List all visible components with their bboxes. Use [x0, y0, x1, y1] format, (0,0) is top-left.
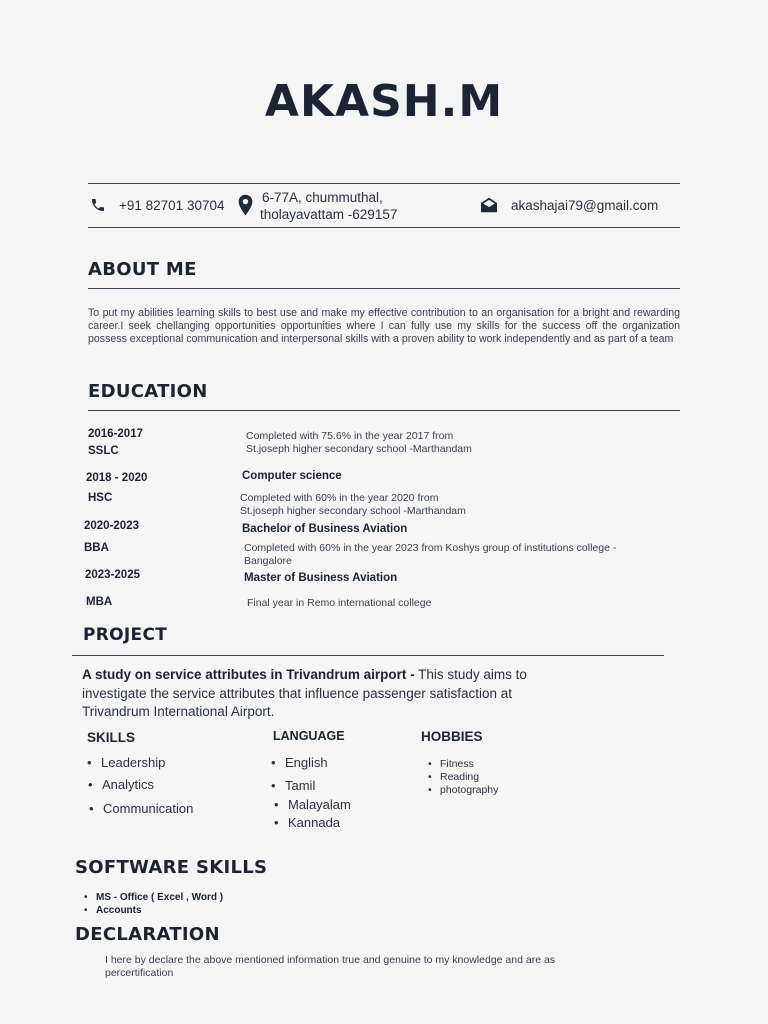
education-title: EDUCATION — [88, 381, 208, 402]
contact-address-line1: 6-77A, chummuthal, — [262, 190, 383, 205]
edu-level-1: SSLC — [88, 445, 119, 457]
location-pin-icon — [237, 194, 254, 216]
hobby-item: • photography — [440, 784, 498, 796]
edu-year-4: 2023-2025 — [85, 569, 140, 581]
edu-level-2: HSC — [88, 492, 113, 504]
edu-level-3: BBA — [84, 542, 109, 554]
skills-title: SKILLS — [87, 730, 136, 745]
edu-course-4: Master of Business Aviation — [244, 572, 398, 584]
language-item: • English — [285, 755, 328, 770]
edu-desc-2b: St.joseph higher secondary school -Marthandam — [240, 505, 466, 517]
contact-top-divider — [88, 183, 680, 184]
edu-course-2: Computer science — [242, 470, 342, 482]
edu-year-3: 2020-2023 — [84, 520, 139, 532]
project-description: This study aims to investigate the service attributes that influence passenger satisfaction at Trivandrum International Airport. — [82, 667, 527, 719]
project-divider — [72, 655, 664, 656]
edu-desc-3b: Bangalore — [244, 555, 292, 567]
contact-bottom-divider — [88, 227, 680, 228]
about-title: ABOUT ME — [88, 259, 197, 280]
edu-course-3: Bachelor of Business Aviation — [242, 523, 408, 535]
edu-year-2: 2018 - 2020 — [86, 472, 148, 484]
project-text — [82, 666, 572, 722]
contact-email: akashajai79@gmail.com — [511, 198, 659, 213]
project-title: PROJECT — [83, 625, 168, 645]
software-item: • MS - Office ( Excel , Word ) — [96, 892, 223, 903]
phone-icon — [90, 197, 106, 213]
software-skills-title: SOFTWARE SKILLS — [75, 857, 268, 878]
contact-address-line2: tholayavattam -629157 — [260, 207, 398, 222]
about-divider — [88, 288, 680, 289]
hobby-item: • Reading — [440, 771, 479, 783]
hobby-item: • Fitness — [440, 758, 474, 770]
about-text: To put my abilities learning skills to best use and make my effective contribution to an organisation for a bright and rewarding career.I seek chellanging opportunities opportunities where I can fully use my skills for the success off the organization possess exceptional communication and interpersonal skills with a proven ability to work independently and as part of a team — [88, 307, 680, 345]
declaration-title: DECLARATION — [75, 924, 220, 945]
edu-year-1: 2016-2017 — [88, 428, 143, 440]
declaration-text: I here by declare the above mentioned information true and genuine to my knowledge and are as percertification — [105, 954, 556, 979]
envelope-icon — [480, 197, 498, 213]
skill-item: • Communication — [103, 801, 193, 816]
edu-desc-1a: Completed with 75.6% in the year 2017 from — [246, 430, 454, 442]
edu-level-4: MBA — [86, 596, 113, 608]
language-title: LANGUAGE — [273, 729, 345, 743]
resume-name: AKASH.M — [264, 76, 504, 127]
skill-item: • Leadership — [101, 755, 165, 770]
language-item: • Tamil — [285, 778, 315, 793]
education-divider — [88, 410, 680, 411]
project-name: A study on service attributes in Trivandrum airport - — [82, 667, 415, 682]
software-item: • Accounts — [96, 905, 142, 916]
edu-desc-4a: Final year in Remo international college — [247, 597, 432, 609]
language-item: • Kannada — [288, 815, 340, 830]
hobbies-title: HOBBIES — [421, 729, 483, 744]
edu-desc-2a: Completed with 60% in the year 2020 from — [240, 492, 439, 504]
contact-phone: +91 82701 30704 — [119, 198, 225, 213]
language-item: • Malayalam — [288, 797, 351, 812]
skill-item: • Analytics — [102, 777, 154, 792]
edu-desc-1b: St.joseph higher secondary school -Marthandam — [246, 443, 472, 455]
edu-desc-3a: Completed with 60% in the year 2023 from Koshys group of institutions college - — [244, 542, 617, 554]
